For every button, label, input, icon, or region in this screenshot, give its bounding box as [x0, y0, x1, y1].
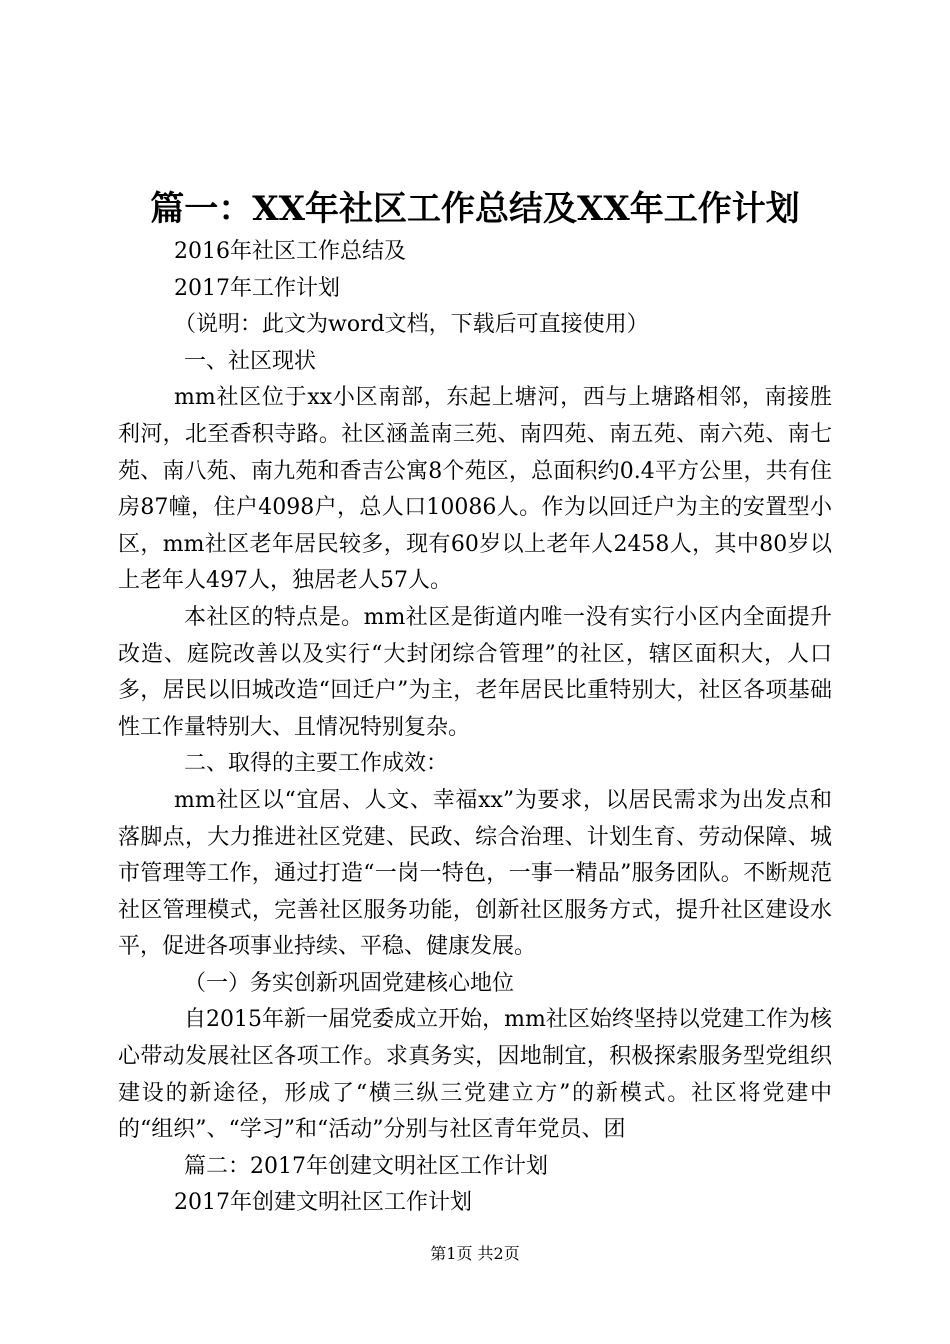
- section-heading-status: 一、社区现状: [184, 348, 317, 374]
- paragraph-note: （说明：此文为word文档，下载后可直接使用）: [174, 312, 649, 338]
- paragraph-part-two-title: 2017年创建文明社区工作计划: [174, 1190, 472, 1216]
- paragraph-party-building: 自2015年新一届党委成立开始，mm社区始终坚持以党建工作为核心带动发展社区各项工作。求真务实，因地制宜，积极探索服务型党组织建设的新途径，形成了“横三纵三党建立方”的新模式。社区将党建中的“组织”、“学习”和“活动”分别与社区青年党员、团: [118, 1007, 832, 1143]
- section-heading-part-two: 篇二：2017年创建文明社区工作计划: [184, 1153, 548, 1179]
- page-footer: 第1页 共2页: [430, 1244, 520, 1263]
- paragraph-community-overview: mm社区位于xx小区南部，东起上塘河，西与上塘路相邻，南接胜利河，北至香积寺路。社区涵盖南三苑、南四苑、南五苑、南六苑、南七苑、南八苑、南九苑和香吉公寓8个苑区，总面积约0.4平方公里，共有住房87幢，住户4098户，总人口10086人。作为以回迁户为主的安置型小区，mm社区老年居民较多，现有60岁以上老年人2458人，其中80岁以上老年人497人，独居老人57人。: [118, 385, 832, 594]
- subsection-heading-party-building: （一）务实创新巩固党建核心地位: [184, 970, 515, 996]
- section-heading-achievements: 二、取得的主要工作成效：: [184, 751, 449, 777]
- paragraph-summary-title-1: 2016年社区工作总结及: [174, 239, 406, 264]
- document-body: [118, 234, 832, 1222]
- document-title: 篇一：XX年社区工作总结及XX年工作计划: [150, 189, 800, 229]
- paragraph-community-features: 本社区的特点是。mm社区是街道内唯一没有实行小区内全面提升改造、庭院改善以及实行“大封闭综合管理”的社区，辖区面积大，人口多，居民以旧城改造“回迁户”为主，老年居民比重特别大，社区各项基础性工作量特别大、且情况特别复杂。: [118, 604, 832, 740]
- paragraph-achievements: mm社区以“宜居、人文、幸福xx”为要求，以居民需求为出发点和落脚点，大力推进社区党建、民政、综合治理、计划生育、劳动保障、城市管理等工作，通过打造“一岗一特色，一事一精品”服务团队。不断规范社区管理模式，完善社区服务功能，创新社区服务方式，提升社区建设水平，促进各项事业持续、平稳、健康发展。: [118, 787, 832, 960]
- paragraph-summary-title-2: 2017年工作计划: [174, 275, 340, 301]
